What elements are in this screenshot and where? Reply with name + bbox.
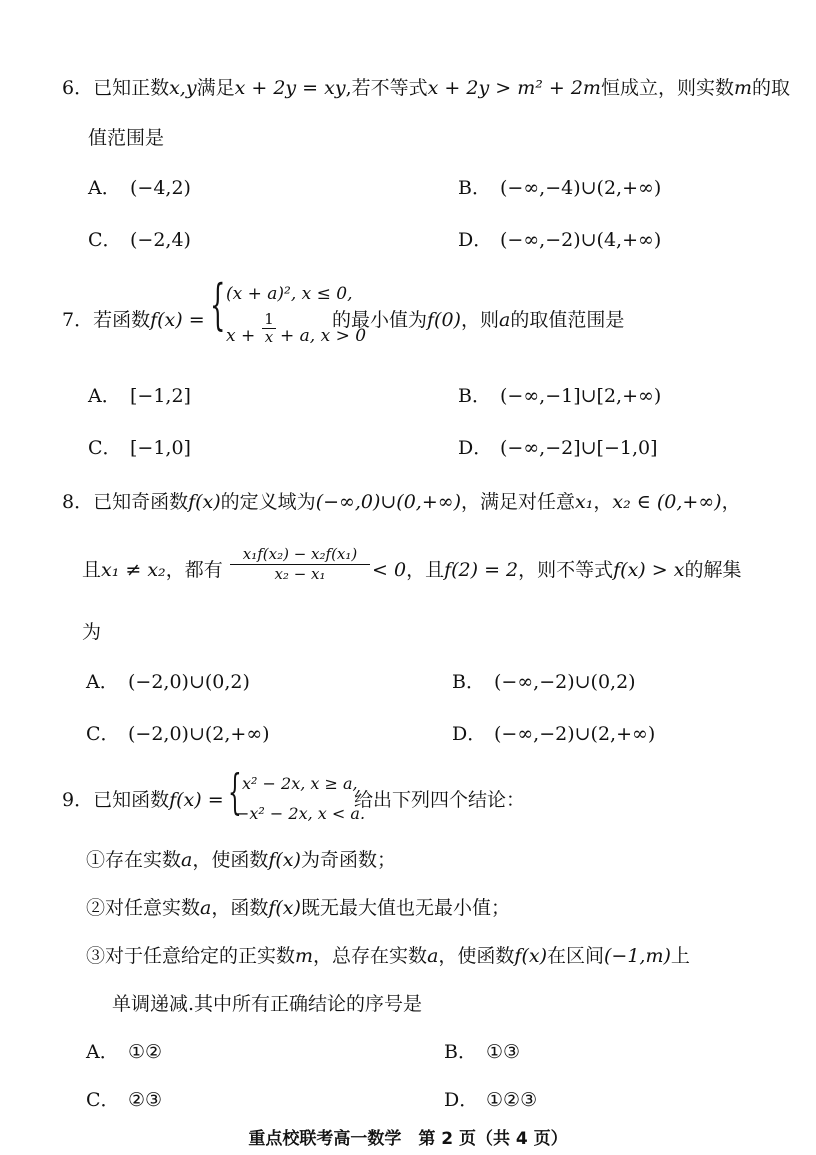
q9-math: m (295, 945, 314, 967)
q8-math: < 0 (372, 559, 407, 581)
q6-line2: 值范围是 (88, 127, 165, 149)
q7-option-b (458, 384, 661, 408)
option-text: (−∞,−2)∪(2,+∞) (494, 723, 656, 745)
q7-suffix (332, 308, 624, 332)
q7-text: 的最小值为 (332, 309, 428, 331)
q8-text: ，且 (406, 559, 445, 581)
q9-text: ，使函数 (438, 945, 515, 967)
option-text: (−∞,−2)∪(4,+∞) (500, 229, 662, 251)
q9-math: a (200, 897, 212, 919)
q9-brace: { (228, 764, 242, 820)
q6-option-c (88, 228, 191, 252)
q7-fx: f(x) = (150, 309, 205, 331)
q7-math: a (498, 309, 511, 331)
option-label: B． (452, 671, 485, 693)
q8-math: f(x) (188, 491, 221, 513)
q9-text: ，函数 (211, 897, 269, 919)
q8-math: x₂ ∈ (0,+∞) (612, 491, 722, 513)
q9-text: ①存在实数 (86, 849, 182, 871)
q9-text: 在区间 (546, 945, 604, 967)
option-text: (−∞,−4)∪(2,+∞) (500, 177, 662, 199)
q8-text: ， (721, 491, 741, 513)
option-text: (−∞,−2)∪(0,2) (494, 671, 636, 693)
q8-text: 的定义域为 (220, 491, 316, 513)
q6-text: 6．已知正数 (62, 77, 170, 99)
q8-math: x₁ (575, 491, 594, 513)
q9-math: a (181, 849, 193, 871)
page-footer: 重点校联考高一数学 第 2 页（共 4 页） (248, 1129, 568, 1149)
q9-option-b (444, 1040, 520, 1064)
option-label: C． (88, 229, 122, 251)
q8-option-c (86, 722, 270, 746)
q7-frac-den: x (262, 328, 276, 346)
q9-math: a (427, 945, 439, 967)
option-label: D． (458, 437, 493, 459)
q6-option-d (458, 228, 661, 252)
q6-math: m (733, 77, 752, 99)
q6-math: x + 2y = xy (234, 77, 346, 99)
q8-text: 8．已知奇函数 (62, 491, 189, 513)
option-label: C． (88, 437, 122, 459)
q7-math: f(0) (427, 309, 461, 331)
option-text: (−∞,−1]∪[2,+∞) (500, 385, 662, 407)
q6-text: 满足 (196, 77, 235, 99)
q7-option-c (88, 436, 191, 460)
q9-math: (−1,m) (604, 945, 671, 967)
option-text: [−1,2] (130, 385, 191, 407)
q9-math: f(x) (514, 945, 547, 967)
q8-line1 (62, 490, 741, 514)
q8-math: f(2) = 2 (444, 559, 519, 581)
q8-option-a (86, 670, 250, 694)
option-text: ①②③ (486, 1089, 538, 1111)
option-label: B． (444, 1041, 477, 1063)
q8-text: 的解集 (684, 559, 742, 581)
q6-math: x + 2y > m² + 2m (427, 77, 601, 99)
q8-line3: 为 (82, 621, 102, 643)
q8-option-d (452, 722, 655, 746)
q8-text: ， (593, 491, 613, 513)
q9-text: 9．已知函数 (62, 789, 170, 811)
q7-text: 的取值范围是 (510, 309, 625, 331)
q9-math: f(x) (268, 897, 301, 919)
q8-math: f(x) > x (613, 559, 685, 581)
q9-option-a (86, 1040, 162, 1064)
q7-option-d (458, 436, 658, 460)
q9-text: 既无最大值也无最小值； (300, 897, 510, 919)
q7-text: ，则 (460, 309, 499, 331)
q9-math: f(x) (268, 849, 301, 871)
q8-line2-b (372, 558, 741, 582)
q9-text: ③对于任意给定的正实数 (86, 945, 296, 967)
q8-math: x₁ ≠ x₂ (101, 559, 166, 581)
q7-case2-a: x + (226, 326, 256, 346)
q8-frac-num: x₁f(x₂) − x₂f(x₁) (242, 545, 358, 563)
q7-case1: (x + a)², x ≤ 0, (226, 284, 353, 304)
q6-math: x,y (169, 77, 197, 99)
q9-case1: x² − 2x, x ≥ a, (242, 774, 358, 793)
option-label: D． (458, 229, 493, 251)
option-text: (−4,2) (130, 177, 191, 199)
option-label: A． (88, 385, 121, 407)
option-label: D． (452, 723, 487, 745)
q9-conclusion-3-line2: 单调递减.其中所有正确结论的序号是 (112, 993, 423, 1015)
q8-frac (230, 545, 370, 584)
q7-prefix (62, 308, 205, 332)
q8-text: ，满足对任意 (461, 491, 576, 513)
option-label: A． (88, 177, 121, 199)
q6-line1 (62, 76, 790, 100)
q9-conclusion-2 (86, 896, 510, 920)
q7-case2-b: + a, x > 0 (280, 326, 367, 346)
q9-option-d (444, 1088, 537, 1112)
q9-text: 上 (670, 945, 690, 967)
option-text: (−2,0)∪(0,2) (128, 671, 250, 693)
q7-option-a (88, 384, 191, 408)
q9-text: 为奇函数； (300, 849, 396, 871)
q6-option-a (88, 176, 191, 200)
q7-text: 7．若函数 (62, 309, 151, 331)
option-label: B． (458, 177, 491, 199)
option-text: (−2,4) (130, 229, 191, 251)
option-text: ①③ (486, 1041, 521, 1063)
q7-frac (262, 311, 276, 346)
q9-prefix (62, 788, 224, 812)
q6-text: ,若不等式 (345, 77, 428, 99)
q6-text: 恒成立，则实数 (600, 77, 734, 99)
q7-brace: { (210, 273, 226, 336)
option-label: D． (444, 1089, 479, 1111)
q9-case2: −x² − 2x, x < a. (236, 804, 366, 823)
q6-option-b (458, 176, 661, 200)
option-text: ①② (128, 1041, 163, 1063)
q7-frac-num: 1 (264, 310, 274, 328)
q9-conclusion-3 (86, 944, 690, 968)
q9-conclusion-1 (86, 848, 396, 872)
q9-text: ，总存在实数 (313, 945, 428, 967)
q9-suffix: 给出下列四个结论： (354, 789, 526, 811)
option-text: (−2,0)∪(2,+∞) (128, 723, 270, 745)
q9-option-c (86, 1088, 162, 1112)
q8-frac-den: x₂ − x₁ (230, 564, 370, 584)
q6-text: 的取 (751, 77, 790, 99)
q8-line2-a (82, 558, 223, 582)
option-text: (−∞,−2]∪[−1,0] (500, 437, 658, 459)
q8-math: (−∞,0)∪(0,+∞) (315, 491, 462, 513)
option-label: C． (86, 723, 120, 745)
q8-text: ，都有 (165, 559, 223, 581)
option-label: A． (86, 671, 119, 693)
option-text: ②③ (128, 1089, 163, 1111)
option-label: B． (458, 385, 491, 407)
q8-option-b (452, 670, 636, 694)
q8-text: 且 (82, 559, 102, 581)
option-text: [−1,0] (130, 437, 191, 459)
option-label: A． (86, 1041, 119, 1063)
option-label: C． (86, 1089, 120, 1111)
q9-text: ，使函数 (192, 849, 269, 871)
q8-text: ，则不等式 (518, 559, 614, 581)
q9-text: ②对任意实数 (86, 897, 201, 919)
q9-fx: f(x) = (169, 789, 224, 811)
